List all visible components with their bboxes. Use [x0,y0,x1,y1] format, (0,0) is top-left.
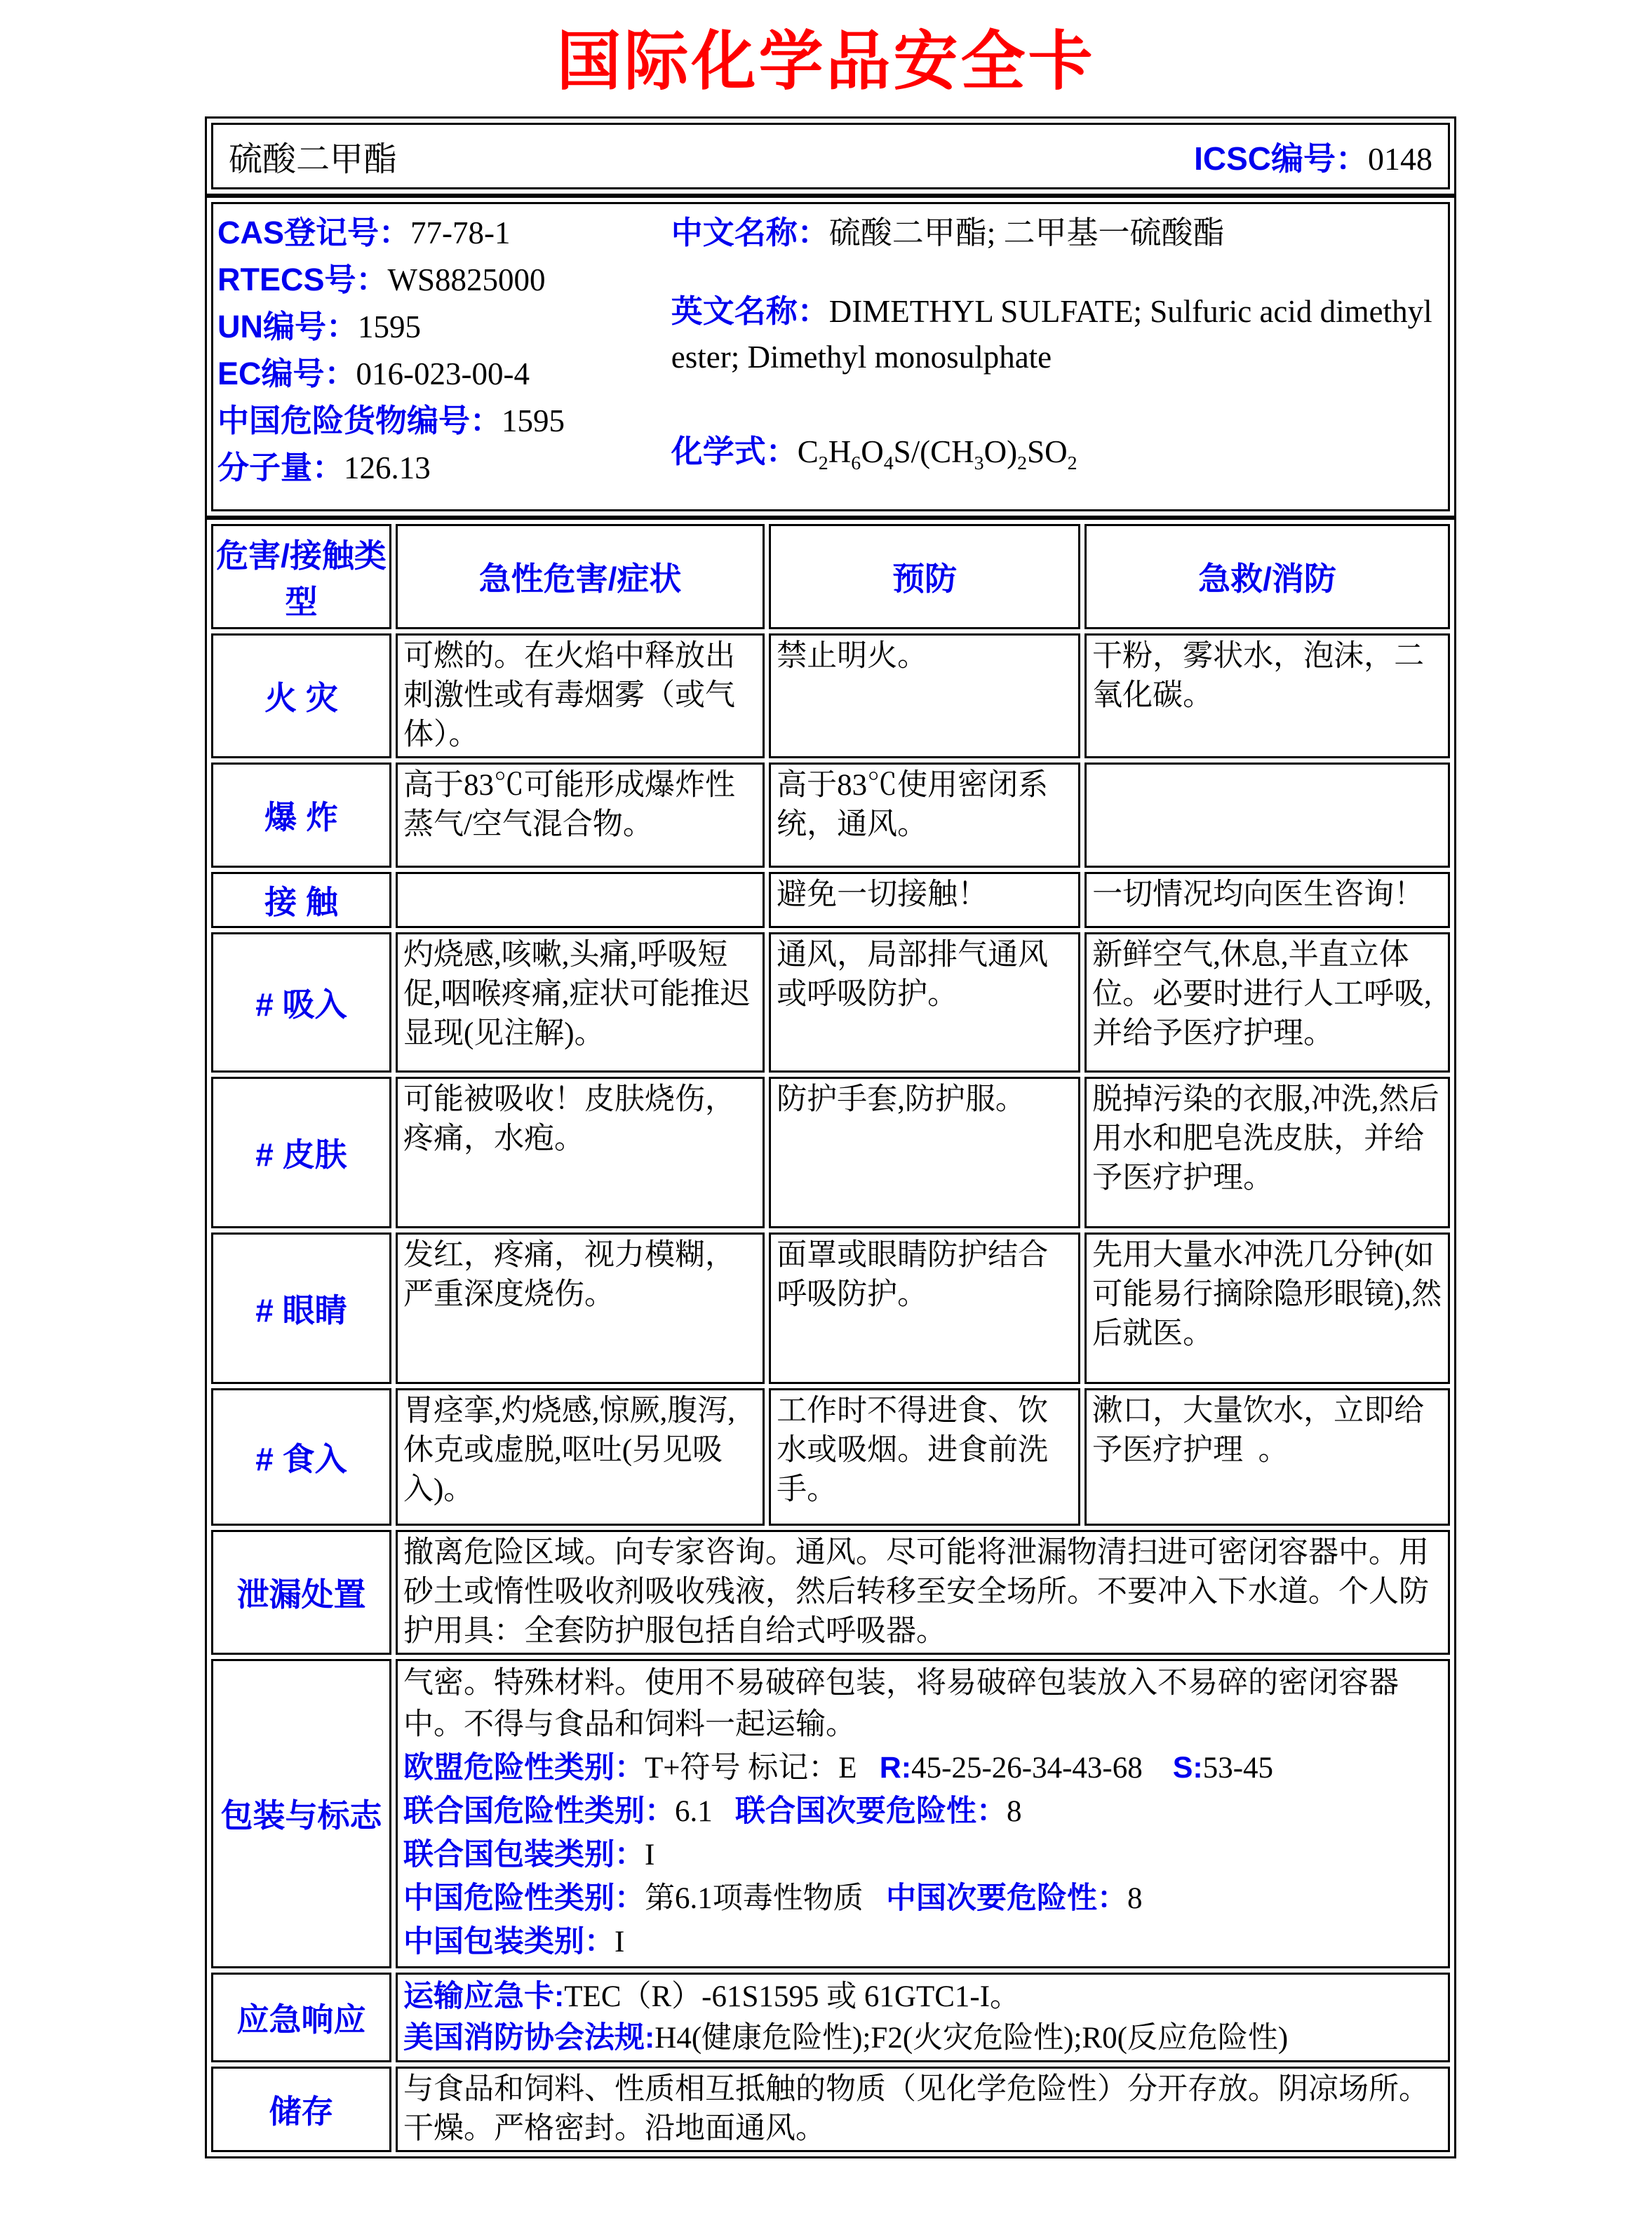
table-row-exposure [211,872,1450,928]
row-label: # 食入 [211,1388,391,1526]
exposure-symptoms [396,872,765,928]
inhalation-prevention: 通风，局部排气通风或呼吸防护。 [769,932,1080,1073]
fire-firstaid: 干粉，雾状水，泡沫，二氧化碳。 [1084,633,1450,758]
hazard-header-row [211,524,1450,629]
table-row-storage [211,2067,1450,2152]
english-name: 英文名称：DIMETHYL SULFATE; Sulfuric acid dimethyl ester; Dimethyl monosulphate [671,293,1432,375]
ingestion-firstaid: 漱口，大量饮水，立即给予医疗护理 。 [1084,1388,1450,1526]
chinese-name: 中文名称：硫酸二甲酯; 二甲基一硫酸酯 [671,215,1225,250]
cas-number: CAS登记号：77-78-1 [217,215,511,250]
packaging-text: 气密。特殊材料。使用不易破碎包装，将易破碎包装放入不易碎的密闭容器中。不得与食品和饲料一起运输。 欧盟危险性类别：T+符号 标记：E R:45-25-26-34-43-68 S:53-45 联合国危险性类别：6.1 联合国次要危险性：8 联合国包装类别：I 中国危险性类别：第6.1项毒性物质 中国次要危险性：8 中国包装类别：I [396,1659,1450,1968]
row-label: 储存 [211,2067,391,2152]
spill-text: 撤离危险区域。向专家咨询。通风。尽可能将泄漏物清扫进可密闭容器中。用砂土或惰性吸收剂吸收残液，然后转移至安全场所。不要冲入下水道。个人防护用具：全套防护服包括自给式呼吸器。 [396,1530,1450,1655]
name-list [671,214,1444,497]
header-row [211,123,1450,189]
inhalation-firstaid: 新鲜空气,休息,半直立体位。必要时进行人工呼吸,并给予医疗护理。 [1084,932,1450,1073]
identifier-list [217,214,671,497]
fire-symptoms: 可燃的。在火焰中释放出刺激性或有毒烟雾（或气体）。 [396,633,765,758]
eyes-firstaid: 先用大量水冲洗几分钟(如可能易行摘除隐形眼镜),然后就医。 [1084,1232,1450,1384]
table-row-inhalation [211,932,1450,1073]
eyes-prevention: 面罩或眼睛防护结合呼吸防护。 [769,1232,1080,1384]
icsc-document [0,10,1652,2230]
table-row-emergency [211,1973,1450,2062]
rtecs-number: RTECS号：WS8825000 [217,262,546,298]
row-label: 应急响应 [211,1973,391,2062]
explosion-prevention: 高于83℃使用密闭系统，通风。 [769,763,1080,868]
table-row-ingestion [211,1388,1450,1526]
col-header-symptoms: 急性危害/症状 [396,524,765,629]
chemical-formula: 化学式：$C_2H_6O_4S/(CH_3O)_2SO_2$ [671,433,1077,474]
row-label: 包装与标志 [211,1659,391,1968]
skin-firstaid: 脱掉污染的衣服,冲洗,然后用水和肥皂洗皮肤，并给予医疗护理。 [1084,1077,1450,1228]
ingestion-symptoms: 胃痉挛,灼烧感,惊厥,腹泻,休克或虚脱,呕吐(另见吸入)。 [396,1388,765,1526]
header-cell [211,123,1450,189]
page-title: 国际化学品安全卡 [556,26,1096,98]
icsc-label: ICSC编号： [1194,140,1368,177]
row-label: # 皮肤 [211,1077,391,1228]
ingestion-prevention: 工作时不得进食、饮水或吸烟。进食前洗手。 [769,1388,1080,1526]
explosion-firstaid [1084,763,1450,868]
skin-symptoms: 可能被吸收！皮肤烧伤，疼痛，水疱。 [396,1077,765,1228]
row-label: 接 触 [211,872,391,928]
row-label: 火 灾 [211,633,391,758]
icsc-value: 0148 [1368,140,1432,177]
col-header-firstaid: 急救/消防 [1084,524,1450,629]
row-label: 泄漏处置 [211,1530,391,1655]
card-content [205,116,1456,2158]
icsc-number [1194,133,1432,180]
storage-text: 与食品和饲料、性质相互抵触的物质（见化学危险性）分开存放。阴凉场所。干燥。严格密封。沿地面通风。 [396,2067,1450,2152]
table-row-packaging [211,1659,1450,1968]
skin-prevention: 防护手套,防护服。 [769,1077,1080,1228]
ec-number: EC编号：016-023-00-4 [217,356,530,392]
substance-name: 硫酸二甲酯 [229,141,398,178]
un-number: UN编号：1595 [217,309,421,345]
table-row-fire [211,633,1450,758]
row-label: # 眼睛 [211,1232,391,1384]
emergency-text: 运输应急卡:TEC（R）-61S1595 或 61GTC1-I。 美国消防协会法规:H4(健康危险性);F2(火灾危险性);R0(反应危险性) [396,1973,1450,2062]
col-header-prevention: 预防 [769,524,1080,629]
molecular-weight: 分子量：126.13 [217,450,431,486]
exposure-prevention: 避免一切接触！ [769,872,1080,928]
inhalation-symptoms: 灼烧感,咳嗽,头痛,呼吸短促,咽喉疼痛,症状可能推迟显现(见注解)。 [396,932,765,1073]
table-row-spill [211,1530,1450,1655]
col-header-hazard-type: 危害/接触类型 [211,524,391,629]
table-row-explosion [211,763,1450,868]
identification-row [211,202,1450,511]
identification-table [205,196,1456,518]
china-dg-number: 中国危险货物编号：1595 [217,403,565,439]
table-row-skin [211,1077,1450,1228]
header-table [205,116,1456,196]
hazard-table [205,518,1456,2158]
identification-cell [211,202,1450,511]
eyes-symptoms: 发红，疼痛，视力模糊，严重深度烧伤。 [396,1232,765,1384]
exposure-firstaid: 一切情况均向医生咨询！ [1084,872,1450,928]
table-row-eyes [211,1232,1450,1384]
row-label: # 吸入 [211,932,391,1073]
fire-prevention: 禁止明火。 [769,633,1080,758]
row-label: 爆 炸 [211,763,391,868]
explosion-symptoms: 高于83℃可能形成爆炸性蒸气/空气混合物。 [396,763,765,868]
